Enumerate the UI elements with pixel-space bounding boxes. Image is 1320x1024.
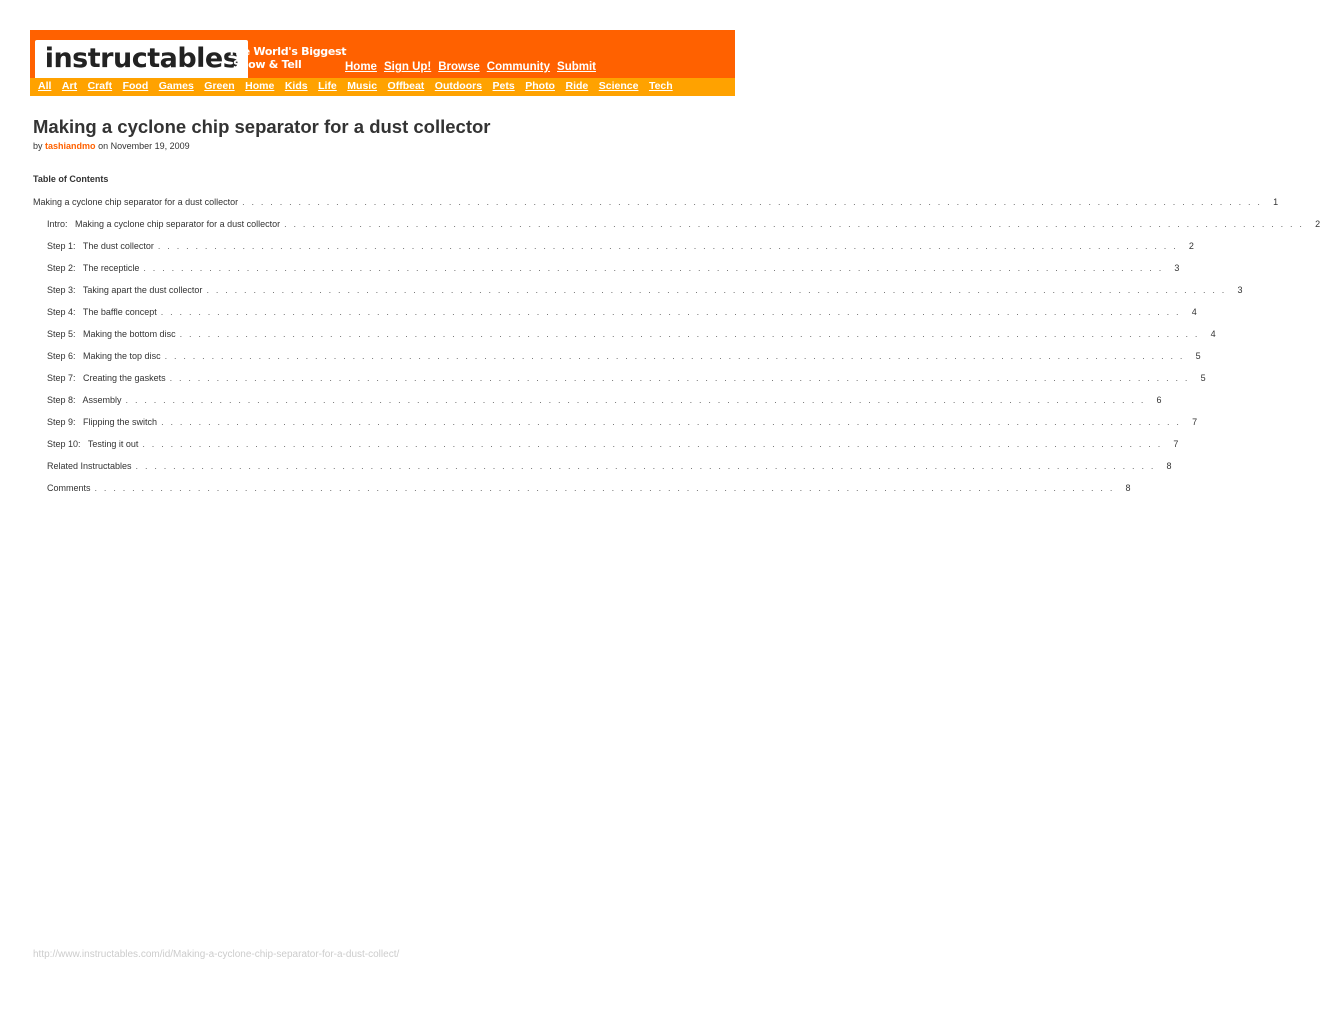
- page-title: Making a cyclone chip separator for a dust collector: [33, 116, 491, 137]
- toc-entry-label[interactable]: Step 7: Creating the gaskets: [47, 373, 166, 383]
- toc-row[interactable]: [33, 307, 1197, 329]
- toc-page-number: 1: [1273, 197, 1279, 207]
- category-link-pets[interactable]: Pets: [492, 80, 515, 92]
- toc-dot-leader: . . . . . . . . . . . . . . . . . . . . . . . . . . . . . . . . . . . . . . . . . . . . . . . . . . . . . . . . . . . . . . . . . . . . . . . . . . . . . . . . . . . . . . . . . . . . . . . . . . . . . . . . . . . . .: [142, 439, 1163, 449]
- toc-page-number: 4: [1191, 307, 1197, 317]
- toc-dot-leader: . . . . . . . . . . . . . . . . . . . . . . . . . . . . . . . . . . . . . . . . . . . . . . . . . . . . . . . . . . . . . . . . . . . . . . . . . . . . . . . . . . . . . . . . . . . . . . . . . . . . . . . . . . . . .: [143, 263, 1164, 273]
- category-link-outdoors[interactable]: Outdoors: [434, 80, 483, 92]
- toc-page-number: 8: [1166, 461, 1172, 471]
- toc-page-number: 8: [1125, 483, 1131, 493]
- toc-dot-leader: . . . . . . . . . . . . . . . . . . . . . . . . . . . . . . . . . . . . . . . . . . . . . . . . . . . . . . . . . . . . . . . . . . . . . . . . . . . . . . . . . . . . . . . . . . . . . . . . . . . . . . . . . . . . .: [157, 241, 1178, 251]
- toc-row[interactable]: [33, 439, 1179, 461]
- toc-page-number: 2: [1315, 219, 1320, 229]
- toc-entry-label[interactable]: Step 1: The dust collector: [47, 241, 154, 251]
- toc-row[interactable]: [33, 285, 1243, 307]
- category-link-all[interactable]: All: [38, 80, 52, 92]
- toc-entry-label[interactable]: Step 5: Making the bottom disc: [47, 329, 176, 339]
- site-header: [30, 30, 735, 96]
- category-link-science[interactable]: Science: [598, 80, 639, 92]
- toc-page-number: 5: [1200, 373, 1206, 383]
- toc-entry-label[interactable]: Step 8: Assembly: [47, 395, 122, 405]
- toc-entry-label[interactable]: Step 3: Taking apart the dust collector: [47, 285, 203, 295]
- publish-date: on November 19, 2009: [98, 141, 190, 151]
- category-link-art[interactable]: Art: [61, 80, 78, 92]
- category-link-kids[interactable]: Kids: [284, 80, 308, 92]
- toc-dot-leader: . . . . . . . . . . . . . . . . . . . . . . . . . . . . . . . . . . . . . . . . . . . . . . . . . . . . . . . . . . . . . . . . . . . . . . . . . . . . . . . . . . . . . . . . . . . . . . . . . . . . . . . . . . . . .: [160, 307, 1181, 317]
- tagline-line-1: The World's Biggest: [228, 45, 347, 58]
- toc-row[interactable]: [33, 395, 1162, 417]
- category-link-food[interactable]: Food: [122, 80, 149, 92]
- category-link-home[interactable]: Home: [245, 80, 275, 92]
- toc-page-number: 7: [1192, 417, 1198, 427]
- nav-submit-link[interactable]: Submit: [557, 61, 597, 73]
- instructables-logo[interactable]: instructables: [35, 40, 248, 81]
- toc-page-number: 7: [1173, 439, 1179, 449]
- category-link-tech[interactable]: Tech: [648, 80, 673, 92]
- category-link-offbeat[interactable]: Offbeat: [387, 80, 425, 92]
- top-nav: [345, 61, 596, 73]
- toc-dot-leader: . . . . . . . . . . . . . . . . . . . . . . . . . . . . . . . . . . . . . . . . . . . . . . . . . . . . . . . . . . . . . . . . . . . . . . . . . . . . . . . . . . . . . . . . . . . . . . . . . . . . . . . . . . . . .: [242, 197, 1263, 207]
- tagline-line-2: Show & Tell: [233, 58, 302, 71]
- toc-page-number: 4: [1210, 329, 1216, 339]
- category-link-green[interactable]: Green: [204, 80, 235, 92]
- toc-row[interactable]: [33, 329, 1216, 351]
- toc-dot-leader: . . . . . . . . . . . . . . . . . . . . . . . . . . . . . . . . . . . . . . . . . . . . . . . . . . . . . . . . . . . . . . . . . . . . . . . . . . . . . . . . . . . . . . . . . . . . . . . . . . . . . . . . . . . . .: [94, 483, 1115, 493]
- toc-entry-label[interactable]: Step 4: The baffle concept: [47, 307, 157, 317]
- category-link-games[interactable]: Games: [158, 80, 194, 92]
- toc-dot-leader: . . . . . . . . . . . . . . . . . . . . . . . . . . . . . . . . . . . . . . . . . . . . . . . . . . . . . . . . . . . . . . . . . . . . . . . . . . . . . . . . . . . . . . . . . . . . . . . . . . . . . . . . . . . . .: [179, 329, 1200, 339]
- category-bar: [30, 78, 735, 96]
- tagline: [228, 45, 348, 71]
- toc-row[interactable]: [33, 263, 1180, 285]
- author-link[interactable]: tashiandmo: [45, 141, 96, 151]
- toc-entry-label[interactable]: Comments: [47, 483, 91, 493]
- toc-page-number: 3: [1237, 285, 1243, 295]
- byline-prefix: by: [33, 141, 43, 151]
- category-link-ride[interactable]: Ride: [565, 80, 589, 92]
- toc-page-number: 2: [1188, 241, 1194, 251]
- nav-community-link[interactable]: Community: [486, 61, 551, 73]
- toc-dot-leader: . . . . . . . . . . . . . . . . . . . . . . . . . . . . . . . . . . . . . . . . . . . . . . . . . . . . . . . . . . . . . . . . . . . . . . . . . . . . . . . . . . . . . . . . . . . . . . . . . . . . . . . . . . . . .: [169, 373, 1190, 383]
- nav-signup-link[interactable]: Sign Up!: [383, 61, 432, 73]
- table-of-contents: [33, 197, 1320, 505]
- toc-row[interactable]: [33, 219, 1320, 241]
- toc-row[interactable]: [33, 241, 1194, 263]
- toc-entry-label[interactable]: Making a cyclone chip separator for a dust collector: [33, 197, 239, 207]
- category-link-craft[interactable]: Craft: [87, 80, 113, 92]
- toc-page-number: 3: [1174, 263, 1180, 273]
- toc-entry-label[interactable]: Step 6: Making the top disc: [47, 351, 161, 361]
- toc-dot-leader: . . . . . . . . . . . . . . . . . . . . . . . . . . . . . . . . . . . . . . . . . . . . . . . . . . . . . . . . . . . . . . . . . . . . . . . . . . . . . . . . . . . . . . . . . . . . . . . . . . . . . . . . . . . . .: [206, 285, 1227, 295]
- toc-entry-label[interactable]: Intro: Making a cyclone chip separator for a dust collector: [47, 219, 281, 229]
- toc-row[interactable]: [33, 461, 1172, 483]
- toc-row[interactable]: [33, 483, 1131, 505]
- toc-dot-leader: . . . . . . . . . . . . . . . . . . . . . . . . . . . . . . . . . . . . . . . . . . . . . . . . . . . . . . . . . . . . . . . . . . . . . . . . . . . . . . . . . . . . . . . . . . . . . . . . . . . . . . . . . . . . .: [164, 351, 1185, 361]
- toc-dot-leader: . . . . . . . . . . . . . . . . . . . . . . . . . . . . . . . . . . . . . . . . . . . . . . . . . . . . . . . . . . . . . . . . . . . . . . . . . . . . . . . . . . . . . . . . . . . . . . . . . . . . . . . . . . . . .: [125, 395, 1146, 405]
- category-nav: [38, 80, 673, 92]
- category-link-life[interactable]: Life: [318, 80, 337, 92]
- toc-row[interactable]: [33, 417, 1198, 439]
- toc-dot-leader: . . . . . . . . . . . . . . . . . . . . . . . . . . . . . . . . . . . . . . . . . . . . . . . . . . . . . . . . . . . . . . . . . . . . . . . . . . . . . . . . . . . . . . . . . . . . . . . . . . . . . . . . . . . . .: [161, 417, 1182, 427]
- toc-entry-label[interactable]: Related Instructables: [47, 461, 132, 471]
- nav-browse-link[interactable]: Browse: [438, 61, 480, 73]
- toc-entry-label[interactable]: Step 10: Testing it out: [47, 439, 139, 449]
- toc-entry-label[interactable]: Step 9: Flipping the switch: [47, 417, 158, 427]
- footer-url[interactable]: http://www.instructables.com/id/Making-a-cyclone-chip-separator-for-a-dust-collect/: [33, 949, 400, 960]
- toc-page-number: 5: [1195, 351, 1201, 361]
- toc-entry-label[interactable]: Step 2: The recepticle: [47, 263, 140, 273]
- category-link-photo[interactable]: Photo: [525, 80, 555, 92]
- category-link-music[interactable]: Music: [347, 80, 378, 92]
- nav-home-link[interactable]: Home: [345, 61, 377, 73]
- toc-dot-leader: . . . . . . . . . . . . . . . . . . . . . . . . . . . . . . . . . . . . . . . . . . . . . . . . . . . . . . . . . . . . . . . . . . . . . . . . . . . . . . . . . . . . . . . . . . . . . . . . . . . . . . . . . . . . .: [284, 219, 1305, 229]
- toc-page-number: 6: [1156, 395, 1162, 405]
- toc-row[interactable]: [33, 373, 1206, 395]
- byline: [33, 141, 190, 151]
- toc-dot-leader: . . . . . . . . . . . . . . . . . . . . . . . . . . . . . . . . . . . . . . . . . . . . . . . . . . . . . . . . . . . . . . . . . . . . . . . . . . . . . . . . . . . . . . . . . . . . . . . . . . . . . . . . . . . . .: [135, 461, 1156, 471]
- toc-row[interactable]: [33, 197, 1279, 219]
- toc-row[interactable]: [33, 351, 1201, 373]
- toc-heading: Table of Contents: [33, 174, 109, 184]
